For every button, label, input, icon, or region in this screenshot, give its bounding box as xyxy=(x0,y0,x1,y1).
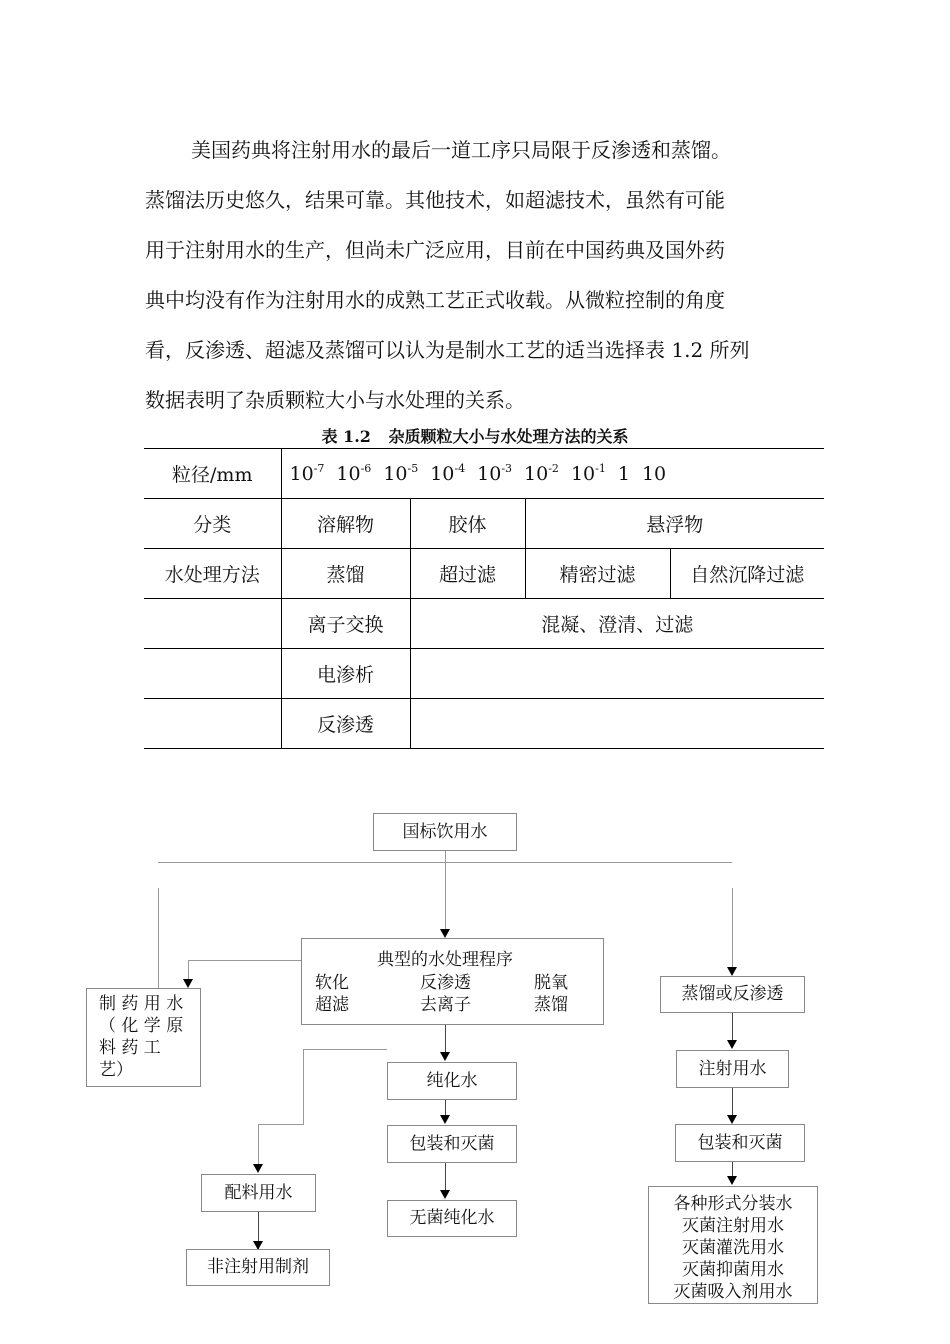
box-label: 纯化水 xyxy=(426,1070,478,1091)
table-row xyxy=(144,449,824,499)
typical-process-box xyxy=(301,938,604,1025)
empty-cell xyxy=(410,649,824,699)
connector-line xyxy=(732,1088,733,1116)
size-exponent: -6 xyxy=(360,462,372,475)
paragraph-line: 用于注射用水的生产，但尚未广泛应用，目前在中国药典及国外药 xyxy=(145,238,725,262)
table-caption xyxy=(0,424,950,447)
size-values xyxy=(281,449,824,499)
batching-water-box xyxy=(201,1174,316,1212)
box-label: 包装和灭菌 xyxy=(697,1132,783,1153)
size-label: 粒径/mm xyxy=(144,449,281,499)
size-value: 10 xyxy=(524,463,549,485)
table-row xyxy=(144,599,824,649)
box-line: 灭菌灌洗用水 xyxy=(682,1238,784,1258)
box-label: 蒸馏或反渗透 xyxy=(681,984,784,1004)
pharma-water-box xyxy=(86,988,201,1087)
connector-line xyxy=(445,1025,446,1053)
method-ion-exchange: 离子交换 xyxy=(281,599,410,649)
connector-line xyxy=(732,1013,733,1041)
method-distill: 蒸馏 xyxy=(281,549,410,599)
method-ultrafilter: 超过滤 xyxy=(410,549,525,599)
size-exponent: -2 xyxy=(548,462,559,475)
box-label: 非注射用制剂 xyxy=(207,1257,309,1277)
connector-line xyxy=(158,888,159,988)
process-item: 反渗透 xyxy=(420,973,471,993)
source-water-box xyxy=(373,813,517,851)
box-line: （ 化 学 原 xyxy=(99,1016,184,1036)
size-exponent: -4 xyxy=(454,462,466,475)
injection-water-box xyxy=(676,1050,789,1088)
connector-line xyxy=(445,851,446,931)
size-value: 10 xyxy=(289,463,314,485)
box-label: 注射用水 xyxy=(698,1058,767,1079)
arrow-down-icon xyxy=(253,1164,263,1173)
method-label: 水处理方法 xyxy=(144,549,281,599)
size-value: 10 xyxy=(641,463,667,485)
pack-sterilize-box xyxy=(387,1125,517,1163)
pack-sterilize-box xyxy=(675,1124,805,1162)
connector-line xyxy=(732,888,733,968)
box-line: 艺） xyxy=(99,1060,133,1080)
arrow-down-icon xyxy=(440,1190,450,1199)
box-label: 配料用水 xyxy=(224,1182,293,1203)
arrow-down-icon xyxy=(440,929,450,938)
particle-size-table xyxy=(144,448,824,749)
process-item: 蒸馏 xyxy=(534,995,568,1015)
method-electrodialysis: 电渗析 xyxy=(281,649,410,699)
size-value: 10 xyxy=(430,463,455,485)
box-label: 国标饮用水 xyxy=(402,821,488,842)
arrow-down-icon xyxy=(440,1052,450,1061)
paragraph-line: 蒸馏法历史悠久，结果可靠。其他技术，如超滤技术，虽然有可能 xyxy=(145,188,725,212)
non-injection-box xyxy=(186,1249,330,1286)
empty-cell xyxy=(410,699,824,749)
method-settle: 自然沉降过滤 xyxy=(670,549,824,599)
box-line: 灭菌抑菌用水 xyxy=(682,1260,784,1280)
process-item: 脱氧 xyxy=(534,973,568,993)
process-item: 去离子 xyxy=(420,995,471,1015)
category-label: 分类 xyxy=(144,499,281,549)
paragraph-line: 看，反渗透、超滤及蒸馏可以认为是制水工艺的适当选择表 1.2 所列 xyxy=(145,338,750,362)
connector-line xyxy=(188,960,302,961)
table-number: 表 1.2 xyxy=(321,427,371,446)
empty-cell xyxy=(144,649,281,699)
packaged-water-box xyxy=(648,1186,818,1304)
box-label: 无菌纯化水 xyxy=(409,1208,495,1228)
paragraph-line: 典中均没有作为注射用水的成熟工艺正式收载。从微粒控制的角度 xyxy=(145,288,725,312)
connector-line xyxy=(445,1100,446,1116)
table-row xyxy=(144,649,824,699)
box-line: 灭菌注射用水 xyxy=(682,1216,784,1236)
box-label: 包装和灭菌 xyxy=(409,1133,495,1154)
connector-line xyxy=(188,960,189,980)
connector-line xyxy=(258,1124,304,1125)
method-reverse-osmosis: 反渗透 xyxy=(281,699,410,749)
connector-line xyxy=(303,1049,387,1050)
paragraph-line: 数据表明了杂质颗粒大小与水处理的关系。 xyxy=(145,388,525,412)
size-value: 10 xyxy=(383,463,408,485)
size-exponent: -7 xyxy=(313,462,325,475)
table-row xyxy=(144,699,824,749)
arrow-down-icon xyxy=(727,1115,737,1124)
connector-line xyxy=(303,1049,304,1125)
arrow-down-icon xyxy=(727,1040,737,1049)
size-value: 1 xyxy=(617,463,630,485)
table-row xyxy=(144,549,824,599)
arrow-down-icon xyxy=(440,1115,450,1124)
process-item: 超滤 xyxy=(315,995,349,1015)
arrow-down-icon xyxy=(183,979,193,988)
box-line: 各种形式分装水 xyxy=(673,1194,793,1214)
box-line: 料 药 工 xyxy=(99,1038,161,1058)
box-line: 灭菌吸入剂用水 xyxy=(673,1282,793,1302)
size-value: 10 xyxy=(336,463,361,485)
box-line: 制 药 用 水 xyxy=(99,994,184,1014)
box-title: 典型的水处理程序 xyxy=(377,950,513,970)
size-exponent: -1 xyxy=(595,462,606,475)
connector-line xyxy=(445,1163,446,1192)
connector-line xyxy=(258,1124,259,1166)
empty-cell xyxy=(144,699,281,749)
method-coagulation: 混凝、澄清、过滤 xyxy=(410,599,824,649)
size-exponent: -3 xyxy=(501,462,513,475)
paragraph-line: 美国药典将注射用水的最后一道工序只局限于反渗透和蒸馏。 xyxy=(191,138,731,162)
arrow-down-icon xyxy=(727,967,737,976)
purified-water-box xyxy=(387,1062,517,1100)
category-dissolved: 溶解物 xyxy=(281,499,410,549)
table-row xyxy=(144,499,824,549)
process-item: 软化 xyxy=(315,973,349,993)
arrow-down-icon xyxy=(727,1176,737,1185)
size-value: 10 xyxy=(570,463,596,485)
size-value: 10 xyxy=(477,463,502,485)
size-exponent: -5 xyxy=(407,462,419,475)
empty-cell xyxy=(144,599,281,649)
sterile-purified-box xyxy=(387,1200,517,1237)
distill-ro-box xyxy=(660,976,805,1013)
table-title: 杂质颗粒大小与水处理方法的关系 xyxy=(388,427,629,446)
category-suspended: 悬浮物 xyxy=(525,499,824,549)
category-colloid: 胶体 xyxy=(410,499,525,549)
method-precision: 精密过滤 xyxy=(525,549,670,599)
